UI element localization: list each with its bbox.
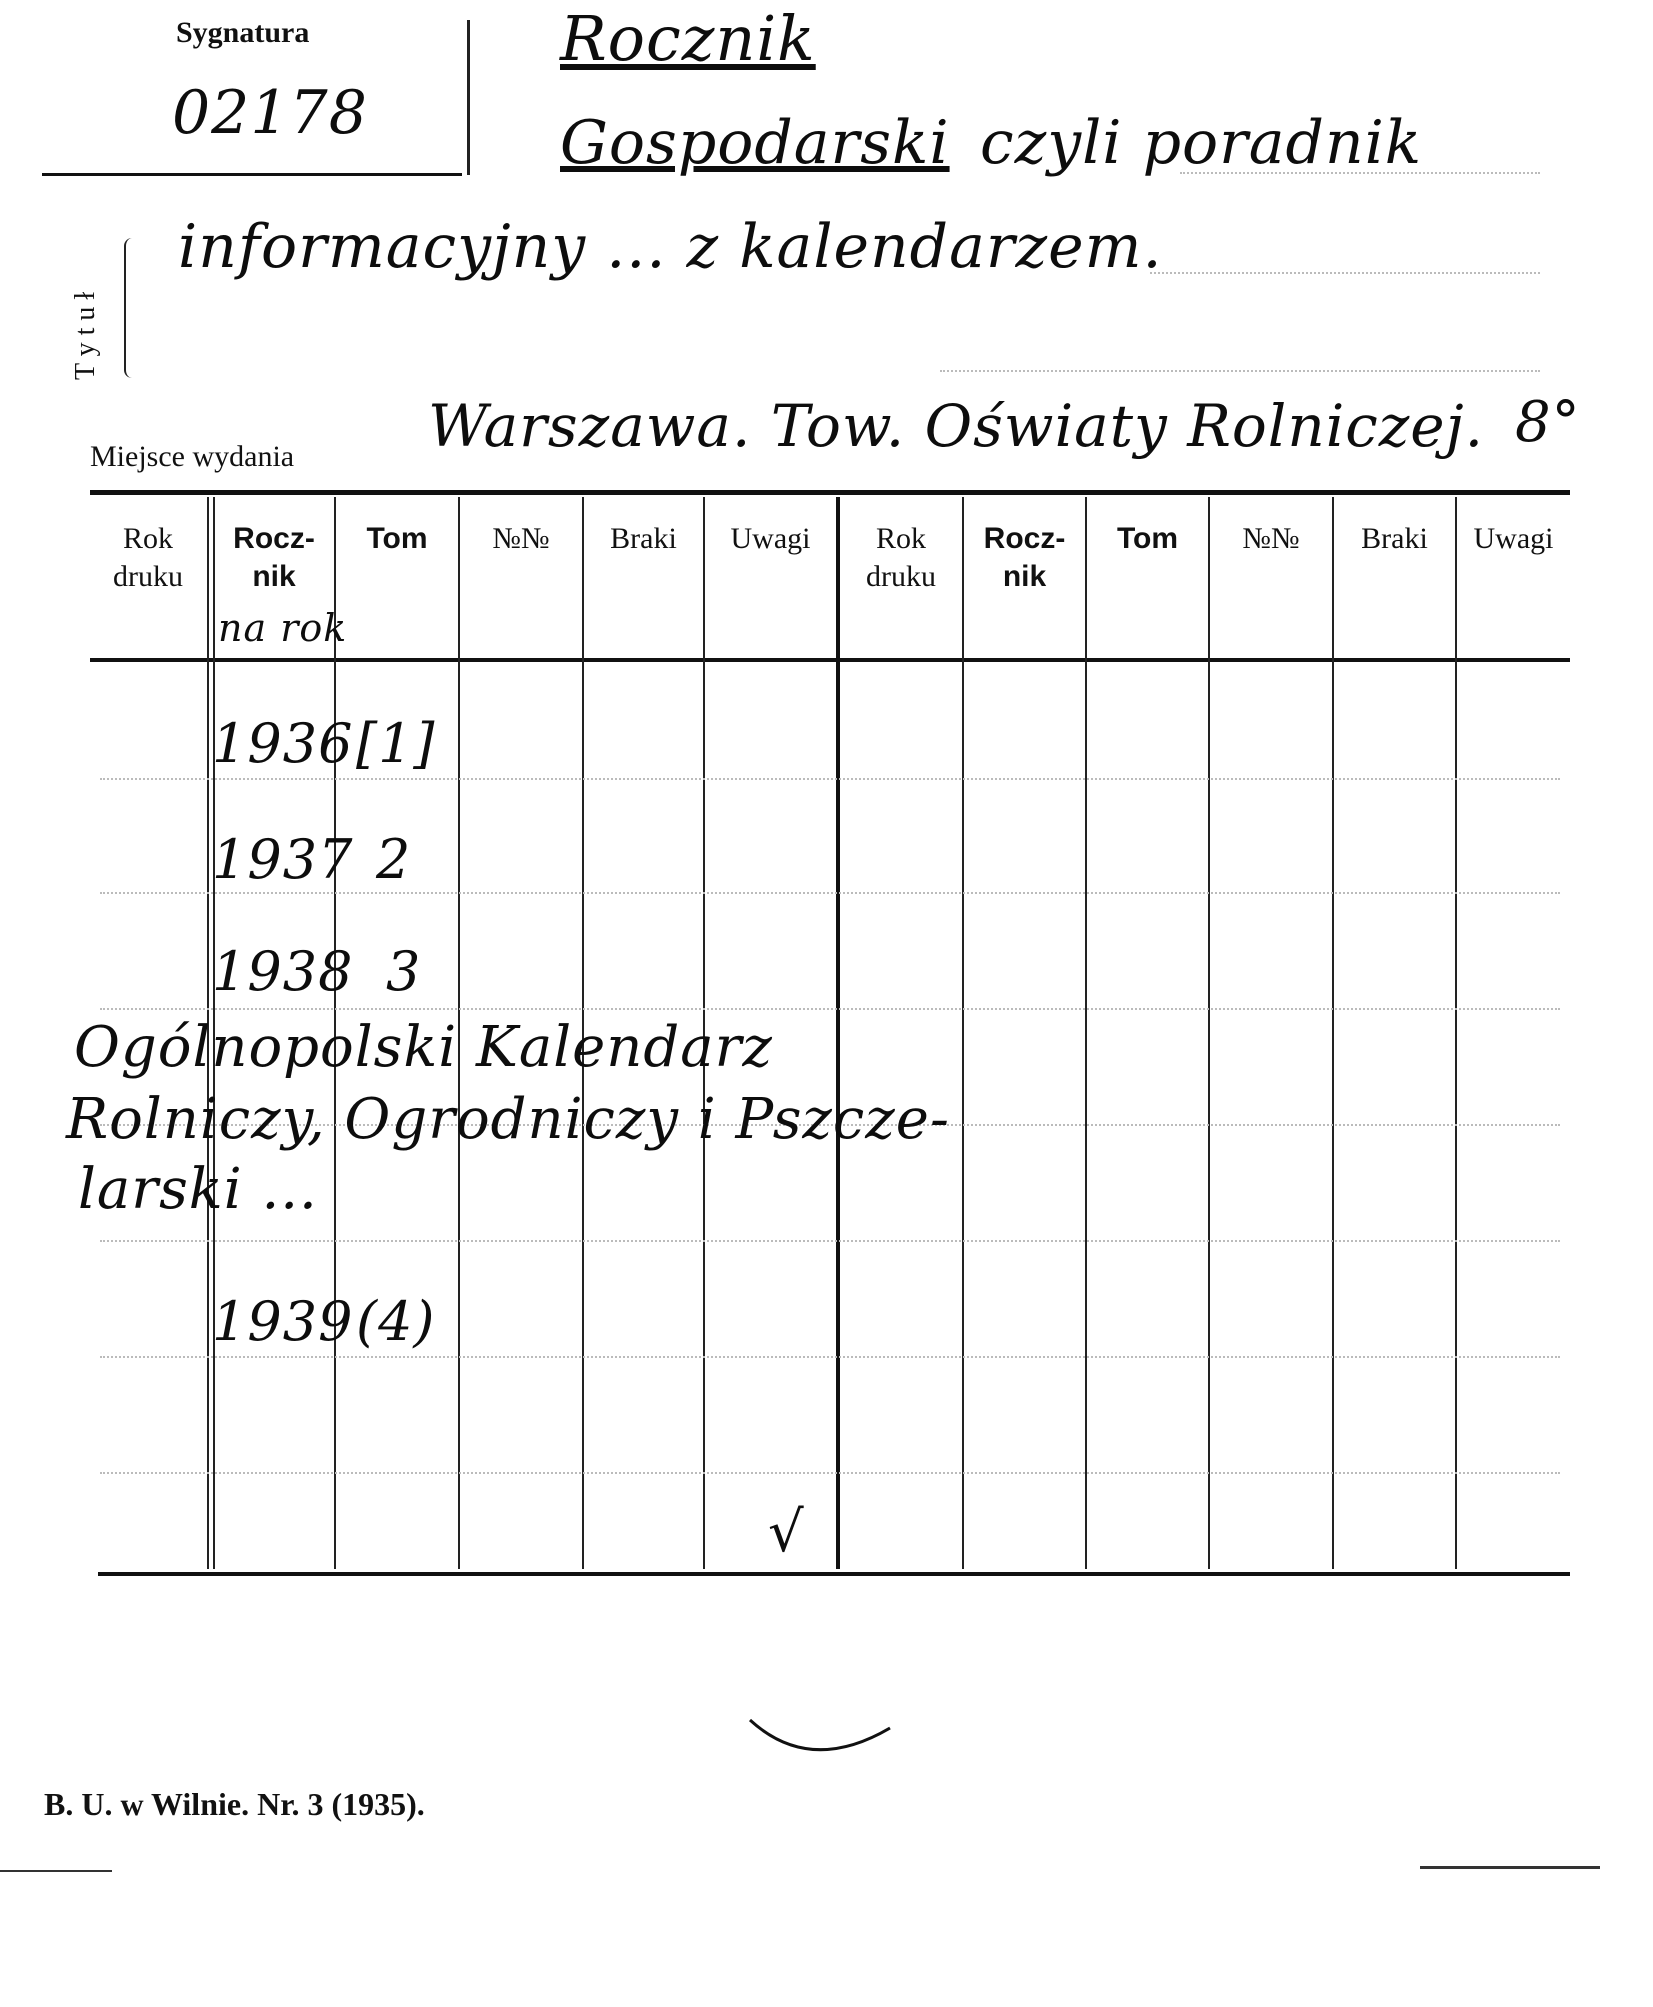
row-3-tom: 3 [386, 940, 422, 1003]
table-top-rule [90, 490, 1570, 495]
bottom-edge-rule-right [1420, 1866, 1600, 1869]
row-guide [100, 1008, 1560, 1010]
row-2-tom: 2 [376, 828, 412, 891]
title-line-3: informacyjny ... z kalendarzem. [178, 212, 1163, 282]
title-line-2b: czyli poradnik [980, 108, 1423, 178]
header-braki: Braki [610, 522, 677, 555]
title-line-1: Rocznik [560, 2, 816, 75]
header-tom-2: Tom [1116, 522, 1179, 555]
row-4-rocznik: 1939 [212, 1290, 354, 1353]
bottom-edge-rule-left [0, 1870, 112, 1872]
header-rocznik: Rocz- nik [233, 522, 315, 593]
row-1-tom: [1] [356, 712, 436, 775]
header-rok-druku-2: Rok druku [866, 522, 936, 593]
format-value: 8° [1515, 390, 1581, 455]
col-divider [1332, 497, 1334, 1569]
header-braki-2: Braki [1361, 522, 1428, 555]
col-divider [1455, 497, 1457, 1569]
col-divider-center [836, 497, 840, 1569]
note-line-1: Ogólnopolski Kalendarz [74, 1015, 773, 1080]
header-tom: Tom [366, 522, 428, 555]
col-divider [962, 497, 964, 1569]
row-4-tom: (4) [356, 1290, 436, 1353]
row-3-rocznik: 1938 [212, 940, 354, 1003]
table-header-rule [90, 658, 1570, 662]
row-guide [100, 892, 1560, 894]
note-line-2: Rolniczy, Ogrodniczy i Pszcze- [66, 1087, 950, 1152]
row-guide [100, 1356, 1560, 1358]
header-numery: №№ [492, 522, 550, 555]
title-dotline-1 [1180, 172, 1540, 174]
sygnatura-divider [467, 20, 470, 175]
row-guide [100, 1472, 1560, 1474]
sygnatura-value: 02178 [172, 78, 368, 148]
header-uwagi: Uwagi [730, 522, 811, 555]
header-numery-2: №№ [1242, 522, 1300, 555]
check-mark: √ [768, 1500, 805, 1565]
title-dotline-2 [1150, 272, 1540, 274]
header-annotation: na rok [218, 606, 348, 650]
note-line-3: larski ... [78, 1157, 318, 1222]
sygnatura-label: Sygnatura [176, 16, 310, 49]
row-1-rocznik: 1936 [212, 712, 354, 775]
table-bottom-rule [98, 1572, 1570, 1576]
header-uwagi-2: Uwagi [1473, 522, 1554, 555]
header-rok-druku: Rok druku [113, 522, 183, 593]
header-rocznik-2: Rocz- nik [983, 522, 1066, 593]
row-2-rocznik: 1937 [212, 828, 354, 891]
miejsce-label: Miejsce wydania [90, 440, 295, 473]
decorative-curve [740, 1700, 900, 1770]
miejsce-value: Warszawa. Tow. Oświaty Rolniczej. [428, 392, 1485, 460]
title-dotline-3 [940, 370, 1540, 372]
footer-imprint: B. U. w Wilnie. Nr. 3 (1935). [44, 1786, 425, 1822]
col-divider [1085, 497, 1087, 1569]
tytul-label: T y t u ł [70, 291, 101, 380]
sygnatura-underline [42, 173, 462, 176]
row-guide [100, 1240, 1560, 1242]
tytul-brace [124, 238, 142, 378]
title-line-2: Gospodarski [560, 108, 950, 178]
row-guide [100, 778, 1560, 780]
col-divider [1208, 497, 1210, 1569]
